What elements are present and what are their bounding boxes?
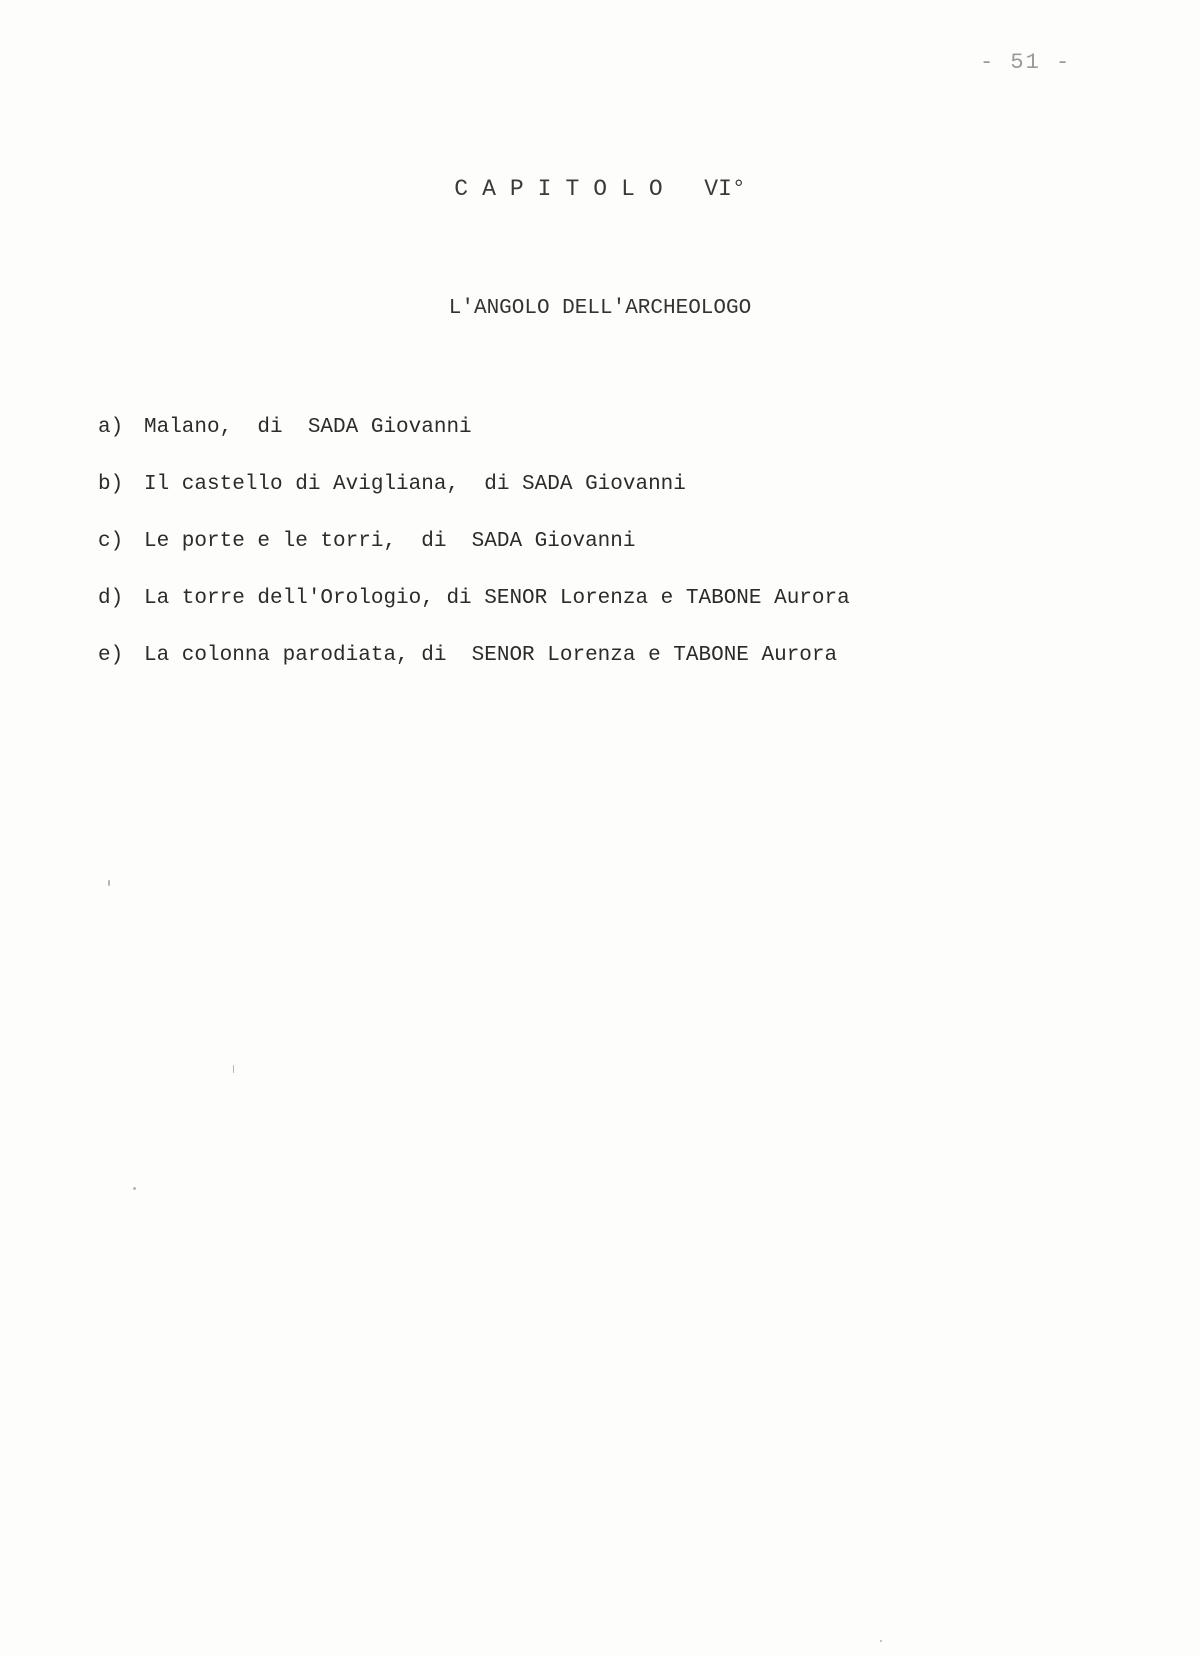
list-item bbox=[98, 642, 850, 670]
list-item-marker: b) bbox=[98, 473, 124, 496]
contents-list bbox=[98, 414, 850, 699]
chapter-label: CAPITOLO bbox=[454, 176, 677, 202]
list-item-text: La colonna parodiata, di SENOR Lorenza e TABONE Aurora bbox=[144, 644, 838, 667]
list-item-text: Malano, di SADA Giovanni bbox=[144, 416, 472, 439]
list-item bbox=[98, 528, 850, 556]
scan-speck bbox=[133, 1187, 136, 1190]
list-item-text: Il castello di Avigliana, di SADA Giovanni bbox=[144, 473, 686, 496]
scan-speck bbox=[233, 1065, 234, 1073]
list-item-marker: a) bbox=[98, 416, 124, 439]
list-item bbox=[98, 414, 850, 442]
list-item-text: Le porte e le torri, di SADA Giovanni bbox=[144, 530, 636, 553]
scan-speck bbox=[108, 880, 110, 886]
chapter-heading bbox=[0, 176, 1200, 202]
list-item-marker: e) bbox=[98, 644, 124, 667]
list-item bbox=[98, 585, 850, 613]
list-item-marker: d) bbox=[98, 587, 124, 610]
list-item-marker: c) bbox=[98, 530, 124, 553]
list-item bbox=[98, 471, 850, 499]
scan-speck bbox=[880, 1640, 882, 1642]
page-number: - 51 - bbox=[980, 50, 1072, 75]
list-item-text: La torre dell'Orologio, di SENOR Lorenza e TABONE Aurora bbox=[144, 587, 850, 610]
chapter-numeral: VI° bbox=[704, 176, 746, 202]
section-title: L'ANGOLO DELL'ARCHEOLOGO bbox=[448, 297, 752, 320]
